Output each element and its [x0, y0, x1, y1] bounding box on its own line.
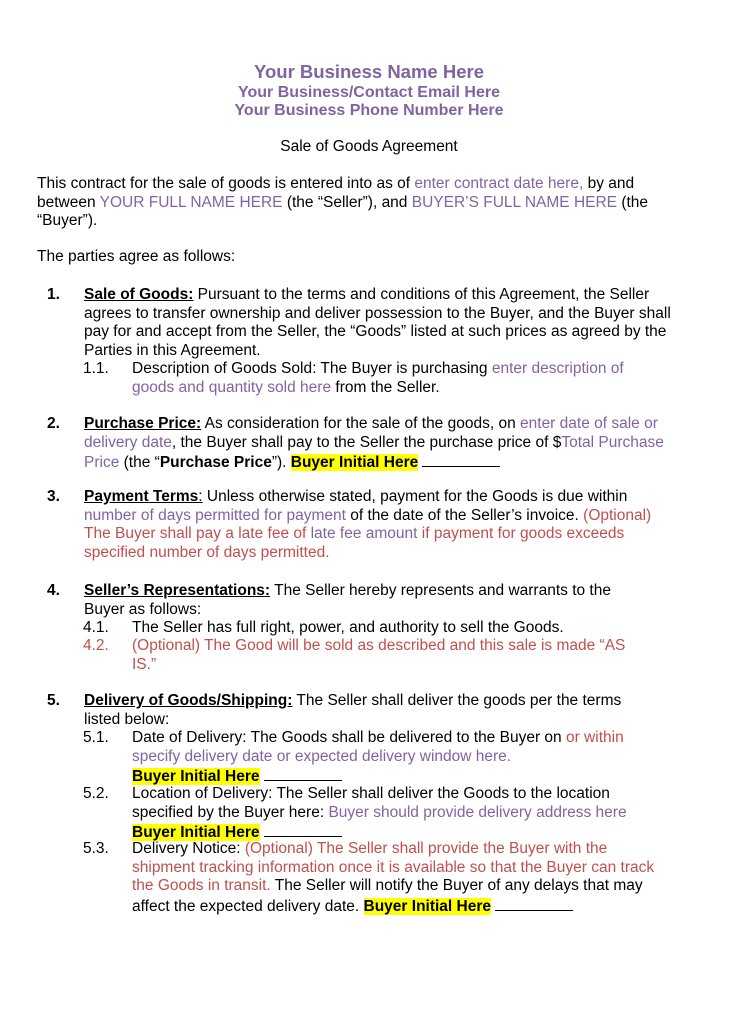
- document-title: Sale of Goods Agreement: [280, 138, 458, 155]
- section-heading: Delivery of Goods/Shipping:: [84, 692, 293, 709]
- sale-date-placeholder: enter date of sale or delivery date: [84, 415, 658, 451]
- subsection-text: Description of Goods Sold: The Buyer is purchasing: [132, 360, 492, 377]
- buyer-name-placeholder: BUYER’S FULL NAME HERE: [411, 193, 618, 211]
- contract-date-placeholder: enter contract date here,: [414, 175, 584, 192]
- subsection-number: 5.3.: [83, 840, 109, 857]
- section-body: [84, 582, 644, 619]
- subsection-number: 5.2.: [83, 785, 109, 802]
- subsection-text: The Seller will notify the Buyer of any delays that may affect the expected delivery date.: [132, 877, 643, 915]
- intro-text: This contract for the sale of goods is entered into as of: [37, 175, 415, 192]
- optional-clause: (Optional) The Seller shall provide the Buyer with the shipment tracking information once it is available so that the Buyer can track the Goods in transit.: [132, 840, 655, 894]
- late-fee-placeholder: late fee amount: [310, 525, 418, 542]
- subsection-text: from the Seller.: [331, 378, 440, 396]
- section-text: (the “: [119, 454, 160, 471]
- buyer-initial-label: Buyer Initial Here: [290, 454, 419, 471]
- intro-text: (the “Buyer”).: [37, 193, 649, 229]
- subsection-number: 4.2.: [83, 637, 109, 654]
- business-email: Your Business/Contact Email Here: [238, 84, 500, 101]
- goods-description-placeholder: enter description of goods and quantity sold here: [132, 360, 624, 396]
- section-number: 2.: [47, 415, 60, 432]
- subsection-text: The Seller has full right, power, and authority to sell the Goods.: [132, 619, 564, 636]
- subsection-text: Delivery Notice:: [132, 840, 245, 857]
- section-body: [84, 286, 672, 360]
- buyer-initial-label: Buyer Initial Here: [363, 897, 492, 915]
- subsection-body: [132, 360, 652, 397]
- subsection-number: 1.1.: [83, 360, 109, 377]
- section-number: 4.: [47, 582, 60, 599]
- section-heading: Seller’s Representations:: [84, 582, 271, 599]
- section-text: of the date of the Seller’s invoice.: [345, 506, 584, 524]
- section-body: [84, 692, 654, 729]
- buyer-initial-label: Buyer Initial Here: [132, 824, 260, 841]
- intro-text: (the “Seller”), and: [282, 193, 412, 211]
- section-number: 3.: [47, 488, 60, 505]
- buyer-initial-field[interactable]: [264, 766, 342, 781]
- intro-text: by and between: [37, 175, 635, 211]
- delivery-address-placeholder: Buyer should provide delivery address here: [328, 803, 627, 821]
- seller-name-placeholder: YOUR FULL NAME HERE: [99, 193, 283, 211]
- agree-statement: The parties agree as follows:: [37, 248, 236, 265]
- section-number: 1.: [47, 286, 60, 303]
- section-body: [84, 415, 669, 473]
- buyer-initial-label: Buyer Initial Here: [132, 768, 260, 785]
- subsection-body: [132, 840, 672, 916]
- section-heading: Sale of Goods:: [84, 286, 194, 303]
- intro-paragraph: [37, 175, 687, 231]
- business-name: Your Business Name Here: [254, 61, 484, 82]
- section-text: The Seller shall deliver the goods per the terms listed below:: [84, 692, 622, 728]
- buyer-initial-field[interactable]: [264, 822, 342, 837]
- defined-term: Purchase Price: [159, 454, 272, 471]
- delivery-date-placeholder: specify delivery date or expected delivery window here.: [132, 747, 512, 765]
- subsection-number: 5.1.: [83, 729, 109, 746]
- subsection-text: Date of Delivery: The Goods shall be delivered to the Buyer on: [132, 729, 566, 746]
- total-price-placeholder: Total Purchase Price: [84, 433, 664, 471]
- section-text: Pursuant to the terms and conditions of this Agreement, the Seller agrees to transfer ownership and deliver possession to the Buyer, and the Buyer shall pay for and accept from the Seller, the “Goods” listed at such prices as agreed by the Parties in this Agreement.: [84, 286, 671, 359]
- buyer-initial-field[interactable]: [422, 452, 500, 467]
- heading-colon: :: [198, 488, 203, 505]
- section-heading: Purchase Price:: [84, 415, 202, 432]
- optional-clause: or within: [565, 729, 624, 746]
- section-text: Unless otherwise stated, payment for the Goods is due within: [202, 488, 628, 505]
- section-number: 5.: [47, 692, 60, 709]
- section-text: ”).: [271, 454, 291, 471]
- payment-days-placeholder: number of days permitted for payment: [84, 506, 346, 524]
- section-text: , the Buyer shall pay to the Seller the purchase price of $: [171, 433, 562, 451]
- subsection-text: (Optional) The Good will be sold as described and this sale is made “AS IS.”: [132, 637, 626, 673]
- section-heading: Payment Terms: [84, 488, 199, 505]
- subsection-number: 4.1.: [83, 619, 109, 636]
- optional-clause: if payment for goods exceeds specified number of days permitted.: [84, 525, 625, 561]
- subsection-body: [132, 785, 652, 843]
- subsection-body: [132, 729, 647, 787]
- optional-clause: (Optional) The Buyer shall pay a late fee of: [84, 506, 652, 542]
- business-phone: Your Business Phone Number Here: [234, 102, 504, 119]
- section-text: The Seller hereby represents and warrants to the Buyer as follows:: [84, 582, 611, 618]
- section-text: As consideration for the sale of the goods, on: [201, 415, 521, 432]
- section-body: [84, 488, 676, 562]
- buyer-initial-field[interactable]: [495, 896, 573, 911]
- subsection-text: Location of Delivery: The Seller shall deliver the Goods to the location specified by the Buyer here:: [132, 785, 610, 821]
